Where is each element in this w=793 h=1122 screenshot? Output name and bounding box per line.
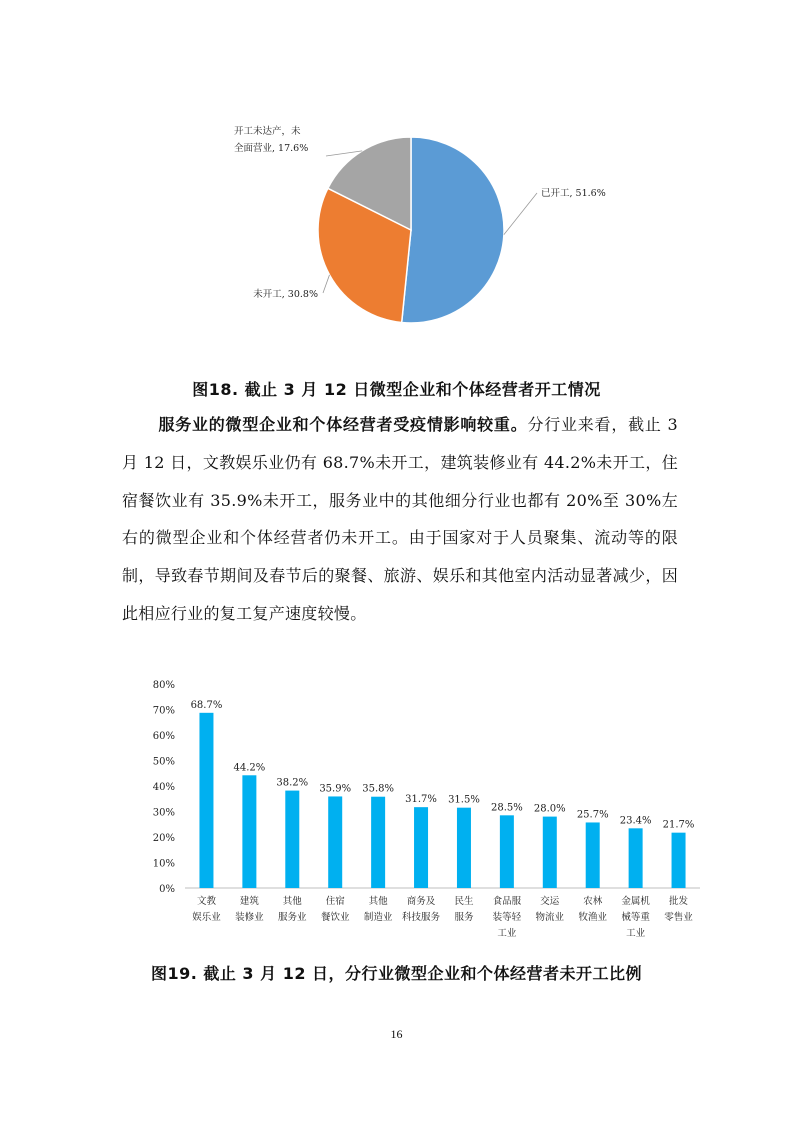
bar — [199, 713, 213, 888]
y-tick-label: 0% — [159, 884, 175, 895]
x-category-label: 牧渔业 — [578, 912, 607, 923]
x-category-label: 娱乐业 — [192, 912, 221, 923]
y-tick-label: 60% — [152, 731, 175, 742]
bar — [242, 775, 256, 888]
x-category-label: 餐饮业 — [320, 912, 350, 923]
x-category-label: 建筑 — [239, 896, 259, 907]
x-category-label: 械等重 — [621, 912, 650, 923]
x-category-label: 制造业 — [363, 912, 393, 923]
bar-value-label: 68.7% — [190, 699, 223, 711]
x-category-label: 金属机 — [621, 896, 650, 907]
bar — [586, 822, 600, 888]
x-category-label: 批发 — [669, 896, 689, 907]
x-category-label: 工业 — [626, 928, 646, 939]
bar-value-label: 38.2% — [276, 777, 309, 789]
bar — [371, 797, 385, 888]
x-category-label: 交运 — [540, 896, 560, 907]
bar-chart — [0, 670, 793, 950]
x-category-label: 商务及 — [406, 896, 436, 907]
bar — [457, 808, 471, 888]
bar — [414, 807, 428, 888]
bar-value-label: 31.5% — [448, 794, 480, 806]
bar-value-label: 21.7% — [662, 819, 695, 831]
x-category-label: 工业 — [497, 928, 517, 939]
page-number: 16 — [390, 1027, 403, 1041]
bar-value-label: 44.2% — [233, 762, 266, 774]
bar-value-label: 35.8% — [362, 783, 395, 795]
pie-label-started: 已开工, 51.6% — [541, 188, 606, 199]
figure19-caption: 图19. 截止 3 月 12 日，分行业微型企业和个体经营者未开工比例 — [150, 964, 643, 983]
bar — [629, 828, 643, 888]
x-category-label: 文教 — [196, 896, 216, 907]
x-category-label: 服务业 — [278, 912, 307, 923]
body-paragraph — [122, 406, 678, 633]
pie-chart — [0, 100, 793, 340]
paragraph-body: 分行业来看，截止 3 月 12 日，文教娱乐业仍有 68.7%未开工，建筑装修业有 44.2%未开工，住宿餐饮业有 35.9%未开工，服务业中的其他细分行业也都有 20%至 30%左右的微型企业和个体经营者仍未开工。由于国家对于人员聚集、流动等的限制，导致春节期间及春节后的聚餐、旅游、娱乐和其他室内活动显著减少，因此相应行业的复工复产速度较慢。 — [122, 415, 678, 623]
pie-slice-started — [402, 137, 504, 323]
pie-leader-not-started — [323, 275, 330, 293]
x-category-label: 装修业 — [235, 912, 264, 923]
y-tick-label: 50% — [152, 756, 175, 768]
bar-value-label: 25.7% — [576, 809, 609, 821]
x-category-label: 其他 — [282, 896, 302, 907]
x-category-label: 食品服 — [492, 896, 522, 907]
bar — [543, 817, 557, 888]
x-category-label: 服务 — [454, 912, 474, 923]
y-tick-label: 10% — [152, 858, 175, 870]
pie-label-partial-line1: 开工未达产，未 — [234, 126, 301, 137]
bar — [328, 796, 342, 888]
x-category-label: 物流业 — [535, 912, 565, 923]
x-category-label: 装等轻 — [492, 912, 522, 923]
pie-label-not-started: 未开工, 30.8% — [253, 289, 318, 300]
y-tick-label: 70% — [152, 705, 175, 717]
x-category-label: 零售业 — [664, 912, 693, 923]
bar-value-label: 28.5% — [490, 802, 523, 814]
y-tick-label: 30% — [152, 807, 175, 819]
y-tick-label: 40% — [152, 782, 175, 793]
bar-value-label: 23.4% — [619, 815, 652, 827]
bar — [672, 833, 686, 888]
figure18-caption: 图18. 截止 3 月 12 日微型企业和个体经营者开工情况 — [192, 380, 601, 399]
x-category-label: 其他 — [368, 896, 388, 907]
bar-value-label: 28.0% — [533, 803, 566, 815]
y-tick-label: 20% — [152, 833, 175, 844]
bar — [500, 815, 514, 888]
bar-value-label: 35.9% — [319, 783, 352, 795]
x-category-label: 科技服务 — [402, 912, 441, 923]
pie-leader-started — [504, 193, 537, 235]
bar-value-label: 31.7% — [405, 794, 437, 806]
x-category-label: 民生 — [454, 896, 474, 907]
y-tick-label: 80% — [152, 680, 175, 691]
bar — [285, 791, 299, 888]
paragraph-lead: 服务业的微型企业和个体经营者受疫情影响较重。 — [158, 415, 528, 434]
pie-label-partial-line2: 全面营业, 17.6% — [234, 143, 309, 154]
x-category-label: 农林 — [583, 896, 603, 907]
x-category-label: 住宿 — [325, 896, 345, 907]
